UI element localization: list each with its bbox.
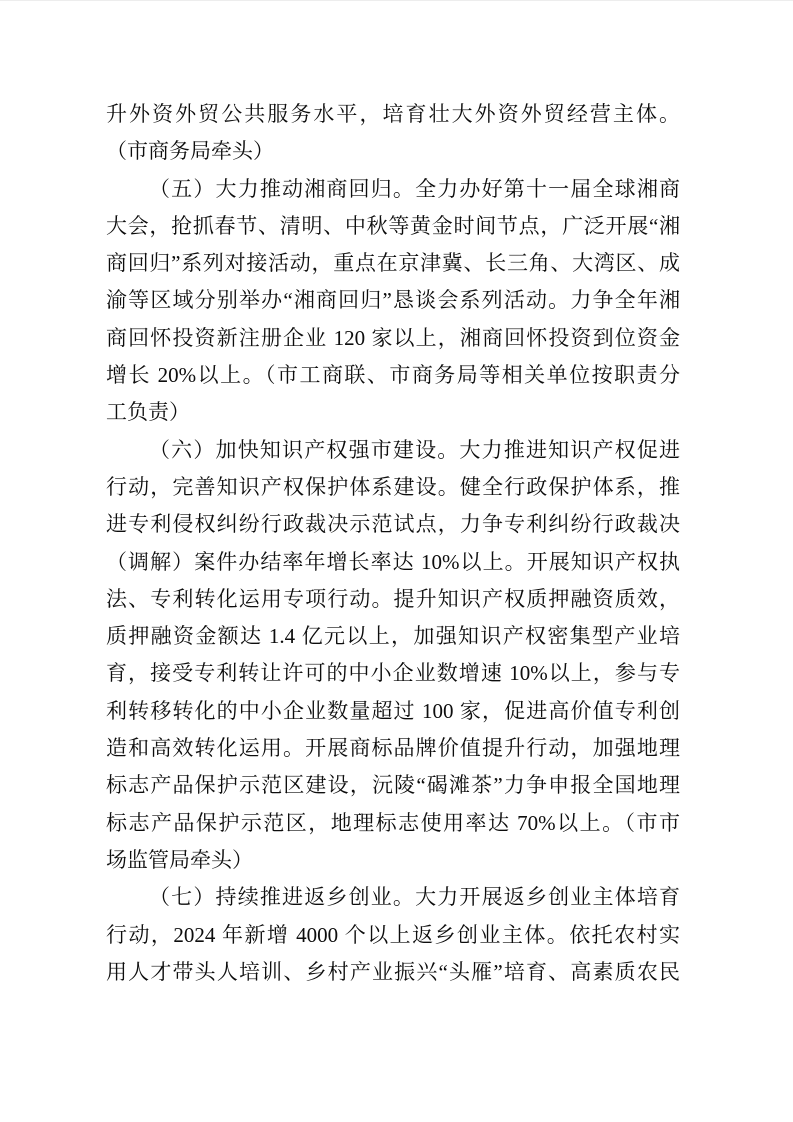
text-line: 商回怀投资新注册企业 120 家以上，湘商回怀投资到位资金 [106, 325, 680, 350]
text-line: 法、专利转化运用专项行动。提升知识产权质押融资质效， [106, 586, 680, 611]
text-line: （市商务局牵头） [106, 139, 274, 164]
text-line: 利转移转化的中小企业数量超过 100 家，促进高价值专利创 [106, 698, 680, 723]
text-line: （五）大力推动湘商回归。全力办好第十一届全球湘商 [149, 176, 680, 201]
text-line: 用人才带头人培训、乡村产业振兴“头雁”培育、高素质农民 [106, 959, 680, 984]
document-text [106, 96, 680, 991]
text-line: 质押融资金额达 1.4 亿元以上，加强知识产权密集型产业培 [106, 624, 680, 649]
text-line: （七）持续推进返乡创业。大力开展返乡创业主体培育 [149, 885, 680, 910]
text-line: 渝等区域分别举办“湘商回归”恳谈会系列活动。力争全年湘 [106, 288, 680, 313]
text-line: 行动，完善知识产权保护体系建设。健全行政保护体系，推 [106, 474, 680, 499]
text-line: （调解）案件办结率年增长率达 10%以上。开展知识产权执 [106, 549, 680, 574]
text-line: 商回归”系列对接活动，重点在京津冀、长三角、大湾区、成 [106, 251, 680, 276]
text-line: 标志产品保护示范区建设，沅陵“碣滩茶”力争申报全国地理 [106, 773, 680, 798]
text-line: 育，接受专利转让许可的中小企业数增速 10%以上，参与专 [106, 661, 680, 686]
text-line: 大会，抢抓春节、清明、中秋等黄金时间节点，广泛开展“湘 [106, 213, 680, 238]
text-line: 进专利侵权纠纷行政裁决示范试点，力争专利纠纷行政裁决 [106, 512, 680, 537]
text-line: 场监管局牵头） [106, 847, 253, 872]
text-line: 标志产品保护示范区，地理标志使用率达 70%以上。（市市 [106, 810, 680, 835]
text-line: （六）加快知识产权强市建设。大力推进知识产权促进 [149, 437, 680, 462]
text-line: 增长 20%以上。（市工商联、市商务局等相关单位按职责分 [106, 363, 680, 388]
text-line: 工负责） [106, 400, 190, 425]
text-line: 升外资外贸公共服务水平，培育壮大外资外贸经营主体。 [106, 102, 680, 126]
text-line: 造和高效转化运用。开展商标品牌价值提升行动，加强地理 [106, 736, 680, 761]
text-line: 行动，2024 年新增 4000 个以上返乡创业主体。依托农村实 [106, 922, 680, 947]
